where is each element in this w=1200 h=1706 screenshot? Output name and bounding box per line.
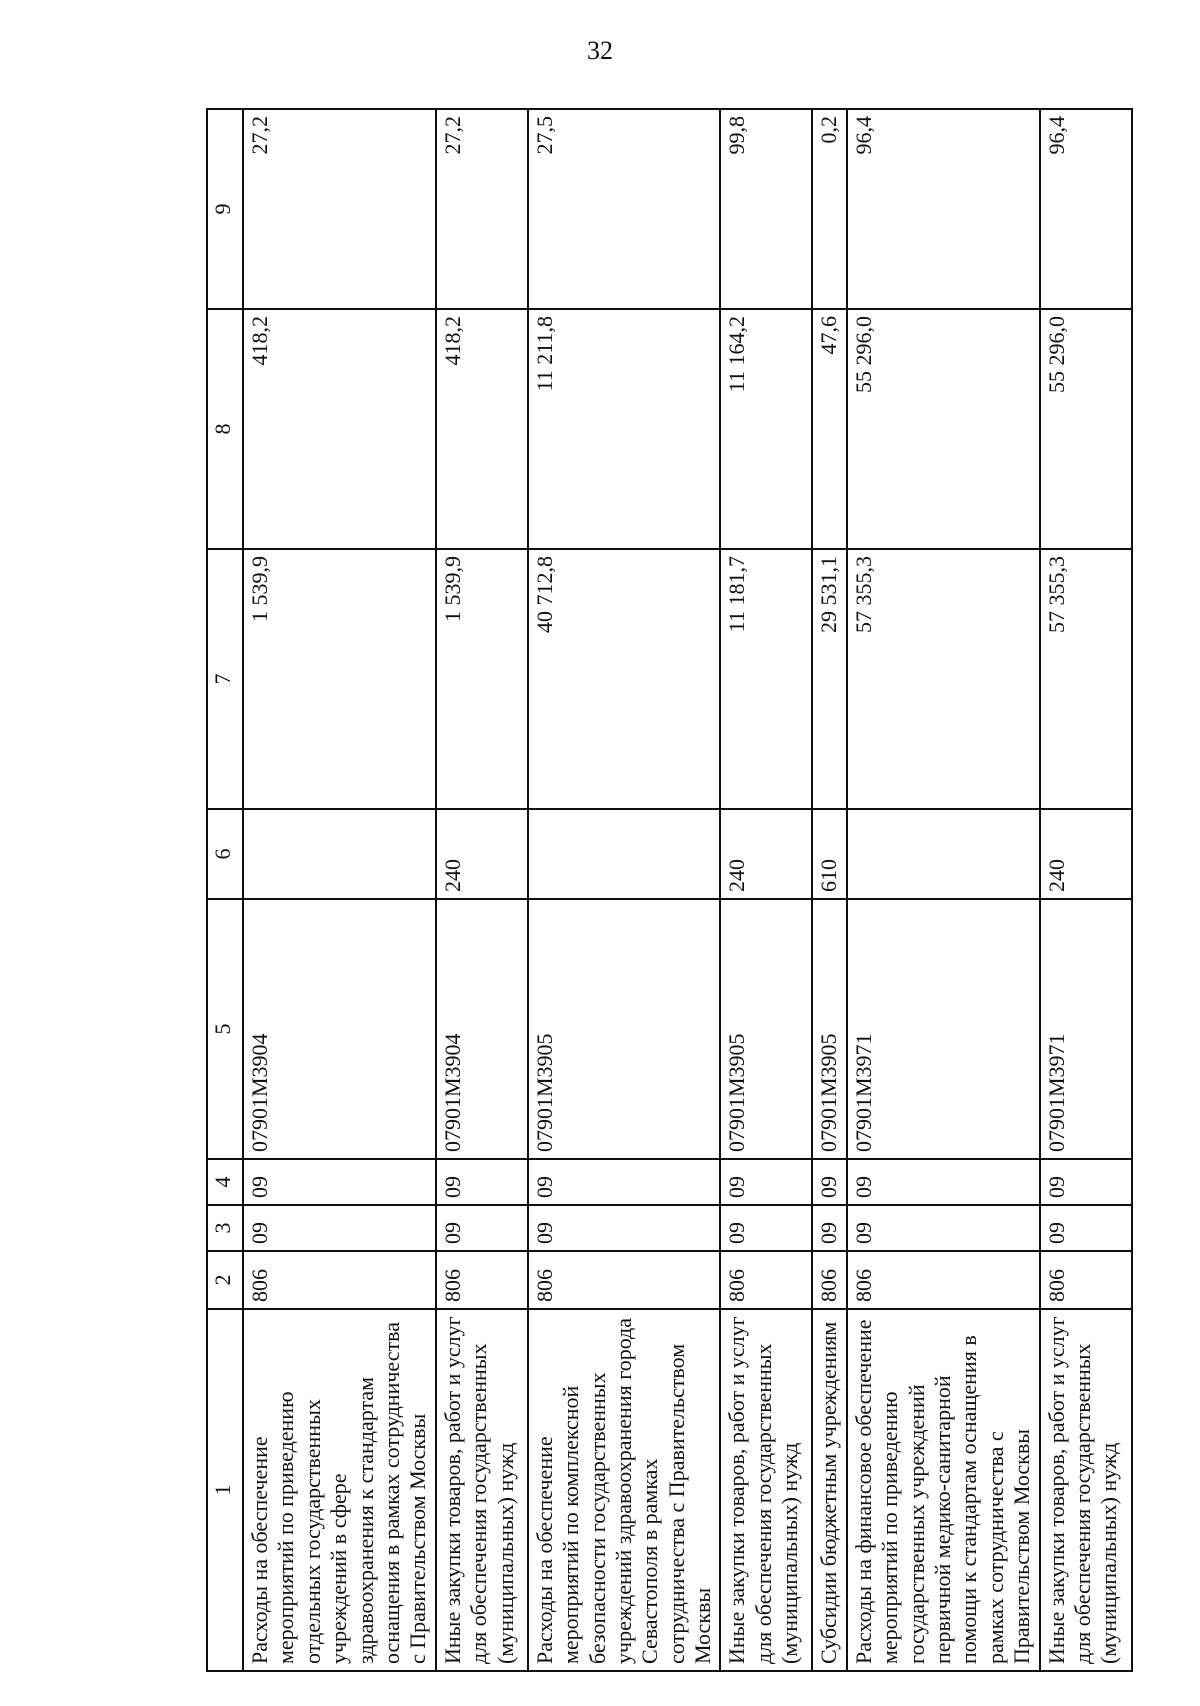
cell-c9: 96,4 bbox=[847, 109, 1040, 309]
column-header: 6 bbox=[207, 809, 243, 899]
cell-c8: 11 211,8 bbox=[528, 309, 721, 549]
cell-c8: 11 164,2 bbox=[720, 309, 812, 549]
cell-c8: 55 296,0 bbox=[1040, 309, 1132, 549]
cell-c3: 09 bbox=[720, 1205, 812, 1251]
row-name: Расходы на обеспечение мероприятий по приведению отдельных государственных учреждений в сфере здравоохранения к стандартам оснащения в рамках сотрудничества с Правительством Москвы bbox=[243, 1309, 436, 1671]
cell-c3: 09 bbox=[243, 1205, 436, 1251]
cell-c5: 07901М3904 bbox=[436, 899, 528, 1159]
cell-c7: 40 712,8 bbox=[528, 549, 721, 809]
cell-c5: 07901М3905 bbox=[720, 899, 812, 1159]
cell-c5: 07901М3904 bbox=[243, 899, 436, 1159]
cell-c2: 806 bbox=[1040, 1251, 1132, 1309]
row-name: Расходы на обеспечение мероприятий по комплексной безопасности государственных учреждений здравоохранения города Севастополя в рамках сотрудничества с Правительством Москвы bbox=[528, 1309, 721, 1671]
cell-c3: 09 bbox=[847, 1205, 1040, 1251]
table-row bbox=[847, 109, 1040, 1671]
column-header: 8 bbox=[207, 309, 243, 549]
cell-c7: 1 539,9 bbox=[243, 549, 436, 809]
column-header: 9 bbox=[207, 109, 243, 309]
cell-c8: 418,2 bbox=[436, 309, 528, 549]
cell-c4: 09 bbox=[847, 1159, 1040, 1205]
cell-c6 bbox=[528, 809, 721, 899]
column-header: 4 bbox=[207, 1159, 243, 1205]
cell-c6 bbox=[243, 809, 436, 899]
table-row bbox=[243, 109, 436, 1671]
table-row bbox=[436, 109, 528, 1671]
budget-table bbox=[206, 108, 1133, 1672]
cell-c2: 806 bbox=[243, 1251, 436, 1309]
cell-c9: 99,8 bbox=[720, 109, 812, 309]
cell-c5: 07901М3905 bbox=[812, 899, 846, 1159]
row-name: Субсидии бюджетным учреждениям bbox=[812, 1309, 846, 1671]
cell-c7: 11 181,7 bbox=[720, 549, 812, 809]
cell-c7: 57 355,3 bbox=[847, 549, 1040, 809]
table-row bbox=[720, 109, 812, 1671]
cell-c2: 806 bbox=[528, 1251, 721, 1309]
column-header: 1 bbox=[207, 1309, 243, 1671]
cell-c6: 610 bbox=[812, 809, 846, 899]
row-name: Расходы на финансовое обеспечение мероприятий по приведению государственных учреждений первичной медико-санитарной помощи к стандартам оснащения в рамках сотрудничества с Правительством Москвы bbox=[847, 1309, 1040, 1671]
cell-c2: 806 bbox=[847, 1251, 1040, 1309]
cell-c8: 55 296,0 bbox=[847, 309, 1040, 549]
page-number: 32 bbox=[587, 36, 613, 65]
cell-c7: 1 539,9 bbox=[436, 549, 528, 809]
rotated-table-wrapper bbox=[206, 110, 1122, 1672]
row-name: Иные закупки товаров, работ и услуг для обеспечения государственных (муниципальных) нужд bbox=[436, 1309, 528, 1671]
cell-c3: 09 bbox=[1040, 1205, 1132, 1251]
cell-c9: 27,2 bbox=[436, 109, 528, 309]
cell-c2: 806 bbox=[812, 1251, 846, 1309]
cell-c6: 240 bbox=[1040, 809, 1132, 899]
cell-c6: 240 bbox=[720, 809, 812, 899]
cell-c2: 806 bbox=[720, 1251, 812, 1309]
cell-c4: 09 bbox=[812, 1159, 846, 1205]
cell-c7: 29 531,1 bbox=[812, 549, 846, 809]
cell-c6 bbox=[847, 809, 1040, 899]
column-header: 7 bbox=[207, 549, 243, 809]
cell-c4: 09 bbox=[720, 1159, 812, 1205]
cell-c6: 240 bbox=[436, 809, 528, 899]
cell-c9: 27,5 bbox=[528, 109, 721, 309]
row-name: Иные закупки товаров, работ и услуг для обеспечения государственных (муниципальных) нужд bbox=[720, 1309, 812, 1671]
cell-c8: 47,6 bbox=[812, 309, 846, 549]
cell-c5: 07901М3905 bbox=[528, 899, 721, 1159]
cell-c4: 09 bbox=[436, 1159, 528, 1205]
cell-c8: 418,2 bbox=[243, 309, 436, 549]
cell-c7: 57 355,3 bbox=[1040, 549, 1132, 809]
cell-c4: 09 bbox=[1040, 1159, 1132, 1205]
cell-c9: 0,2 bbox=[812, 109, 846, 309]
header-row bbox=[207, 109, 243, 1671]
column-header: 3 bbox=[207, 1205, 243, 1251]
cell-c9: 27,2 bbox=[243, 109, 436, 309]
cell-c4: 09 bbox=[528, 1159, 721, 1205]
cell-c5: 07901М3971 bbox=[847, 899, 1040, 1159]
cell-c3: 09 bbox=[812, 1205, 846, 1251]
cell-c5: 07901М3971 bbox=[1040, 899, 1132, 1159]
row-name: Иные закупки товаров, работ и услуг для обеспечения государственных (муниципальных) нужд bbox=[1040, 1309, 1132, 1671]
table-row bbox=[1040, 109, 1132, 1671]
cell-c9: 96,4 bbox=[1040, 109, 1132, 309]
cell-c2: 806 bbox=[436, 1251, 528, 1309]
table-row bbox=[528, 109, 721, 1671]
column-header: 5 bbox=[207, 899, 243, 1159]
cell-c3: 09 bbox=[436, 1205, 528, 1251]
column-header: 2 bbox=[207, 1251, 243, 1309]
cell-c4: 09 bbox=[243, 1159, 436, 1205]
cell-c3: 09 bbox=[528, 1205, 721, 1251]
table-row bbox=[812, 109, 846, 1671]
